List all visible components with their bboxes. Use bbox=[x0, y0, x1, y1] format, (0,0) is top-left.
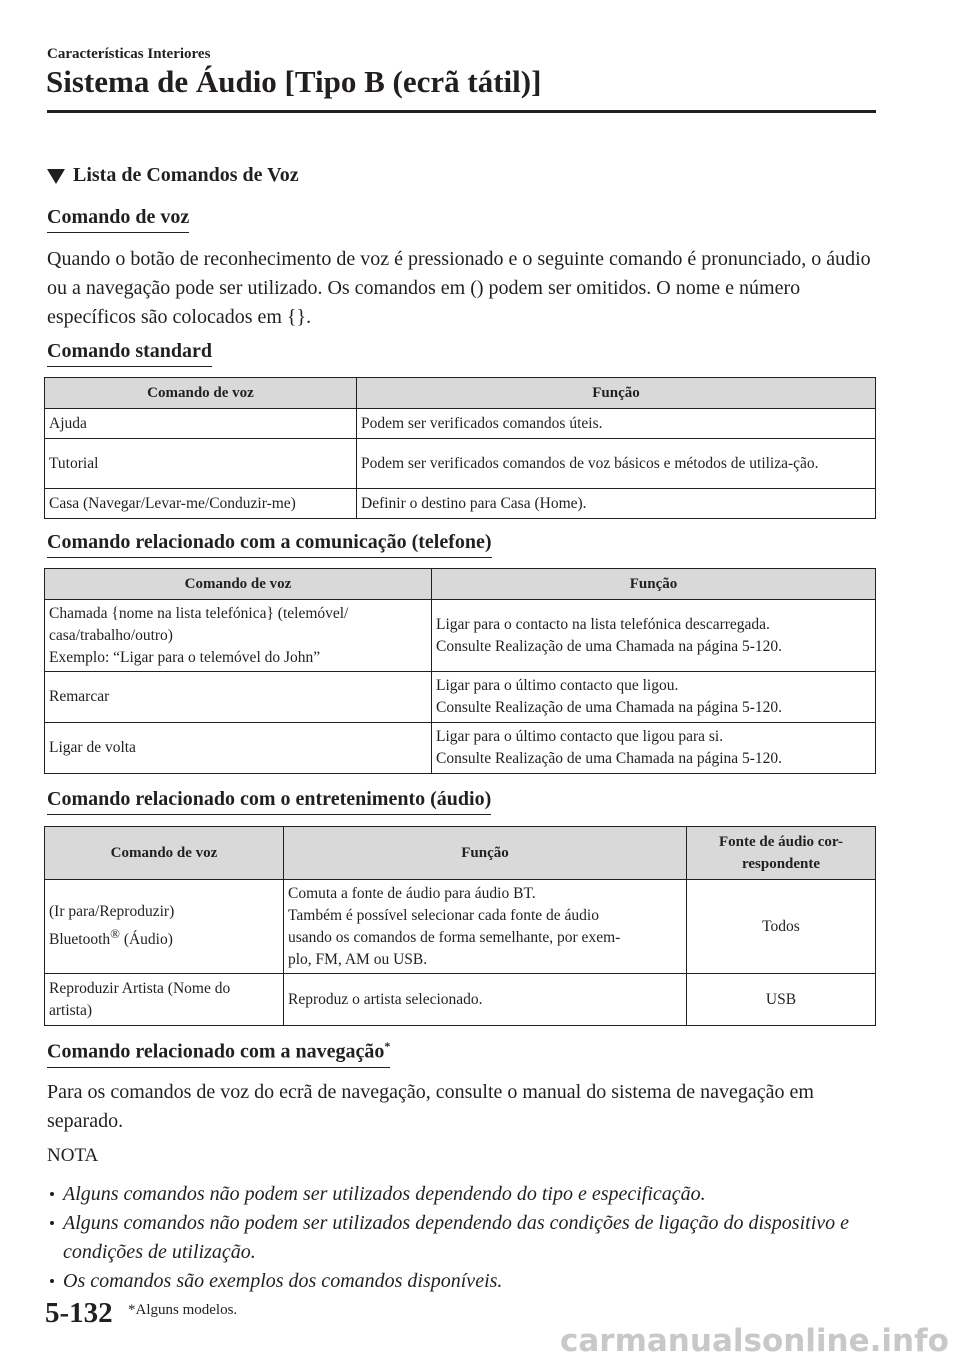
page-title: Sistema de Áudio [Tipo B (ecrã tátil)] bbox=[46, 64, 542, 99]
column-header: Comando de voz bbox=[45, 569, 432, 600]
function-cell: Reproduz o artista selecionado. bbox=[284, 974, 687, 1026]
watermark: carmanualsonline.info bbox=[560, 1323, 949, 1359]
command-cell: Remarcar bbox=[45, 672, 432, 723]
table-row bbox=[45, 974, 876, 1026]
function-line: Consulte Realização de uma Chamada na página 5-120. bbox=[436, 637, 783, 655]
table-row bbox=[45, 880, 876, 974]
footnote-marker: * bbox=[384, 1039, 391, 1053]
function-line: Consulte Realização de uma Chamada na página 5-120. bbox=[436, 750, 783, 767]
function-line: Consulte Realização de uma Chamada na página 5-120. bbox=[436, 699, 783, 716]
function-cell bbox=[432, 672, 876, 723]
voice-command-intro: Quando o botão de reconhecimento de voz é pressionado e o seguinte comando é pronunciado, o áudio ou a navegação pode ser utilizado. Os comandos em () podem ser omitidos. O nome e número específicos são colocados em {}. bbox=[47, 248, 871, 328]
function-cell: Podem ser verificados comandos úteis. bbox=[357, 409, 876, 439]
page-number: 5-132 bbox=[45, 1297, 113, 1329]
registered-mark: ® bbox=[110, 926, 120, 942]
command-cell bbox=[45, 600, 432, 672]
note-label: NOTA bbox=[47, 1145, 99, 1166]
function-line: plo, FM, AM ou USB. bbox=[288, 950, 428, 968]
command-line: (Ir para/Reproduzir) bbox=[49, 903, 175, 921]
column-header-line: Fonte de áudio cor- bbox=[718, 834, 843, 850]
function-line: Ligar para o contacto na lista telefónica descarregada. bbox=[436, 615, 770, 633]
table-row bbox=[45, 409, 876, 439]
function-cell: Podem ser verificados comandos de voz básicos e métodos de utiliza-ção. bbox=[357, 439, 876, 489]
source-cell: Todos bbox=[687, 880, 876, 974]
function-line: Ligar para o último contacto que ligou para si. bbox=[436, 728, 724, 745]
function-cell bbox=[432, 600, 876, 672]
command-line: casa/trabalho/outro) bbox=[49, 626, 173, 644]
table-row bbox=[45, 672, 876, 723]
function-cell bbox=[284, 880, 687, 974]
command-line: Exemplo: “Ligar para o telemóvel do John” bbox=[49, 648, 321, 666]
command-line: artista) bbox=[49, 1001, 93, 1019]
table-header-row bbox=[45, 569, 876, 600]
list-heading-text: Lista de Comandos de Voz bbox=[73, 164, 299, 186]
column-header bbox=[687, 827, 876, 880]
column-header-line: respondente bbox=[741, 856, 821, 872]
voice-command-heading: Comando de voz bbox=[47, 206, 189, 233]
command-cell: Tutorial bbox=[45, 439, 357, 489]
command-cell bbox=[45, 974, 284, 1026]
triangle-down-icon bbox=[47, 169, 65, 184]
command-text: Bluetooth bbox=[49, 931, 111, 949]
list-item bbox=[50, 1267, 870, 1296]
note-text: Os comandos são exemplos dos comandos disponíveis. bbox=[63, 1270, 503, 1292]
navigation-heading bbox=[47, 1039, 390, 1068]
command-text: (Áudio) bbox=[119, 931, 173, 949]
navigation-text: Para os comandos de voz do ecrã de navegação, consulte o manual do sistema de navegação em separado. bbox=[47, 1081, 814, 1132]
navigation-heading-text: Comando relacionado com a navegação bbox=[47, 1040, 385, 1063]
command-line: Reproduzir Artista (Nome do bbox=[49, 979, 231, 997]
table-header-row bbox=[45, 378, 876, 409]
command-cell: Ligar de volta bbox=[45, 723, 432, 774]
bullet-icon bbox=[50, 1221, 54, 1225]
column-header: Comando de voz bbox=[45, 378, 357, 409]
column-header: Função bbox=[284, 827, 687, 880]
bullet-icon bbox=[50, 1279, 54, 1283]
bullet-icon bbox=[50, 1192, 54, 1196]
list-heading bbox=[47, 164, 299, 187]
table-row bbox=[45, 489, 876, 519]
note-text: Alguns comandos não podem ser utilizados dependendo do tipo e especificação. bbox=[63, 1183, 706, 1205]
column-header: Função bbox=[357, 378, 876, 409]
command-line: Chamada {nome na lista telefónica} (telemóvel/ bbox=[49, 604, 349, 622]
note-list bbox=[50, 1180, 870, 1296]
command-cell bbox=[45, 880, 284, 974]
standard-heading: Comando standard bbox=[47, 340, 212, 367]
source-cell: USB bbox=[687, 974, 876, 1026]
section-category: Características Interiores bbox=[47, 46, 211, 62]
function-cell bbox=[432, 723, 876, 774]
function-cell: Definir o destino para Casa (Home). bbox=[357, 489, 876, 519]
command-cell: Ajuda bbox=[45, 409, 357, 439]
command-line bbox=[49, 923, 279, 951]
command-cell: Casa (Navegar/Levar-me/Conduzir-me) bbox=[45, 489, 357, 519]
standard-table bbox=[44, 377, 876, 519]
communication-heading: Comando relacionado com a comunicação (telefone) bbox=[47, 531, 492, 558]
table-row bbox=[45, 723, 876, 774]
entertainment-heading: Comando relacionado com o entretenimento (áudio) bbox=[47, 788, 491, 815]
title-rule bbox=[47, 110, 876, 113]
table-row bbox=[45, 600, 876, 672]
communication-table bbox=[44, 568, 876, 774]
column-header: Função bbox=[432, 569, 876, 600]
column-header: Comando de voz bbox=[45, 827, 284, 880]
entertainment-table bbox=[44, 826, 876, 1026]
footnote: *Alguns modelos. bbox=[128, 1302, 238, 1318]
function-line: Também é possível selecionar cada fonte de áudio bbox=[288, 906, 599, 924]
function-line: Comuta a fonte de áudio para áudio BT. bbox=[288, 884, 536, 902]
list-item bbox=[50, 1180, 870, 1209]
note-text: Alguns comandos não podem ser utilizados dependendo das condições de ligação do dispositivo e condições de utilização. bbox=[63, 1212, 850, 1263]
list-item bbox=[50, 1209, 870, 1267]
function-line: Ligar para o último contacto que ligou. bbox=[436, 677, 679, 694]
table-header-row bbox=[45, 827, 876, 880]
table-row bbox=[45, 439, 876, 489]
function-line: usando os comandos de forma semelhante, por exem- bbox=[288, 928, 621, 946]
